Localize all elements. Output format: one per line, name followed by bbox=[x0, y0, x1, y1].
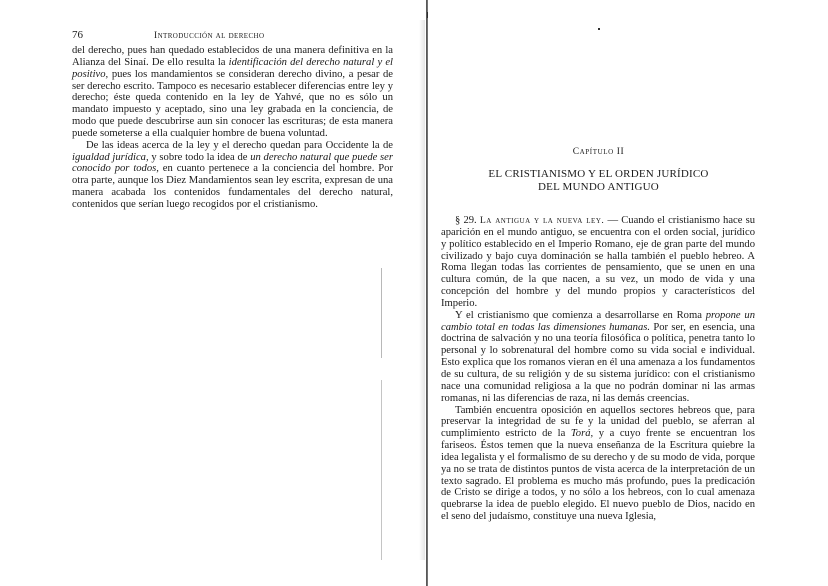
section-number: § 29. bbox=[455, 215, 477, 226]
body-text: De las ideas acerca de la ley y el derecho quedan para Occidente la de bbox=[86, 139, 393, 151]
paragraph bbox=[72, 140, 393, 211]
page-number: 76 bbox=[72, 29, 83, 41]
scan-mark bbox=[427, 12, 428, 18]
paragraph bbox=[441, 310, 755, 405]
paragraph bbox=[441, 405, 755, 523]
running-head-title: Introducción al derecho bbox=[154, 31, 265, 41]
body-text: También encuentra oposición en aquellos sectores hebreos que, para preservar la integridad de su fe y la unidad del pueblo, se aferran al cumplimiento estricto de la bbox=[441, 404, 755, 440]
body-text: pues los mandamientos se consideran derecho divino, a pesar de ser derecho escrito. Tampoco es necesario establecer diferencias entre ley y derecho; éste queda contenido en la ley de Yahvé, que no es sólo un mandato impuesto y aceptado, sino una ley grabada en la conciencia, de modo que puede descubrirse aun sin conocer las escrituras; de esta manera puede someterse a ella cualquier hombre de buena voluntad. bbox=[72, 68, 393, 139]
scan-mark bbox=[598, 28, 600, 30]
scan-mark bbox=[381, 268, 382, 358]
body-text: Y el cristianismo que comienza a desarrollarse en Roma bbox=[455, 309, 706, 321]
section-paragraph bbox=[441, 215, 755, 310]
chapter-title bbox=[441, 168, 756, 194]
chapter-title-line: EL CRISTIANISMO Y EL ORDEN JURÍDICO bbox=[488, 168, 709, 180]
italic-text: igualdad jurídica, bbox=[72, 151, 149, 163]
section-dash: — bbox=[604, 215, 622, 226]
chapter-title-line: DEL MUNDO ANTIGUO bbox=[538, 181, 659, 193]
italic-text: un derecho natural que puede ser conocido por todos, bbox=[72, 151, 394, 175]
body-text: Cuando el cristianismo hace su aparición en el mundo antiguo, se encuentra con el orden social, jurídico y político establecido en el Imperio Romano, eje de gran parte del mundo civilizado y bajo cuya dominación se halla también el pueblo hebreo. A Roma llegan todas las corrientes de pensamiento, que se unen en una cultura común, de la que nacen, a su vez, un modo de vida y una concepción del hombre y del mundo propios y característicos del Imperio. bbox=[441, 215, 755, 309]
section-text bbox=[441, 215, 755, 309]
italic-text: propone un cambio total en todas las dimensiones humanas. bbox=[441, 309, 755, 333]
body-text: en cuanto pertenece a la conciencia del hombre. Por otra parte, aunque los Diez Mandamientos sean ley escrita, expresan de una manera acabada los contenidos fundamentales del derecho natural, contenidos que serían luego recogidos por el cristianismo. bbox=[72, 163, 393, 210]
right-page-body bbox=[441, 215, 755, 523]
body-text: y a cuyo frente se encuentran los fariseos. Éstos temen que la nueva enseñanza de la Escritura quiebre la idea legalista y el formalismo de su derecho y de su modo de vida, porque ya no se trata de distintos puntos de vista acerca de la interpretación de un texto sagrado. El problema es mucho más profundo, pues la predicación de Cristo se dirige a todos, y no sólo a los hebreos, con lo cual amenaza quebrarse la idea de pueblo elegido. El nuevo pueblo de Dios, nacido en el seno del judaísmo, constituye una nueva Iglesia, bbox=[441, 428, 755, 523]
left-page-body bbox=[72, 45, 393, 211]
italic-text: Torá, bbox=[570, 428, 594, 440]
chapter-label: Capítulo II bbox=[572, 147, 625, 157]
section-heading: La antigua y la nueva ley. bbox=[479, 215, 605, 226]
body-text: Por ser, en esencia, una doctrina de salvación y no una teoría filosófica o política, penetra tanto lo personal y lo sobrenatural del hombre como su vida social e individual. Esto explica que los romanos vieran en él una amenaza a los fundamentos de su cultura, de su religión y de su sistema jurídico: con el cristianismo nace una comunidad religiosa a la que no podrán dominar ni las armas romanas, ni las diferencias de raza, ni las demás creencias. bbox=[441, 321, 755, 404]
body-text: y sobre todo la idea de bbox=[148, 151, 251, 163]
italic-text: identificación del derecho natural y el positivo, bbox=[72, 56, 393, 80]
body-text: del derecho, pues han quedado establecidos de una manera definitiva en la Alianza del Sinaí. De ello resulta la bbox=[72, 45, 393, 68]
paragraph bbox=[72, 45, 393, 140]
scan-mark bbox=[381, 380, 382, 560]
